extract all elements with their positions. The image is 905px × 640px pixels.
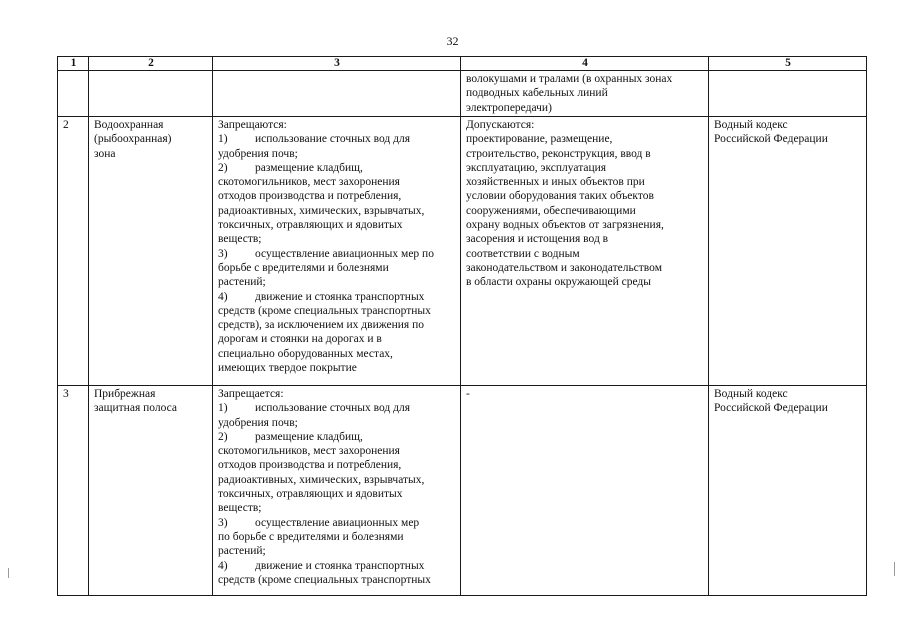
item-text: отходов производства и потребления, [218, 459, 402, 472]
cell-prohibited [213, 386, 461, 596]
item-text: по борьбе с вредителями и болезнями [218, 530, 404, 543]
prohibited-title: Запрещаются: [218, 119, 287, 131]
basis-line: Водный кодекс [714, 388, 788, 400]
item-text: средств), за исключением их движения по [218, 319, 425, 332]
text-line: в области охраны окружающей среды [466, 276, 651, 289]
cell-zone [89, 117, 213, 386]
item-number: 2) [218, 161, 228, 174]
text-line: строительство, реконструкция, ввод в [466, 147, 651, 160]
item-text: борьбе с вредителями и болезнями [218, 261, 389, 274]
list-item [218, 290, 456, 304]
text-line: засорения и истощения вод в [466, 233, 609, 246]
item-text: движение и стоянка транспортных [255, 290, 425, 303]
table-row-continuation [58, 71, 867, 117]
item-text: растений; [218, 276, 266, 289]
text-line: условии оборудования таких объектов [466, 190, 654, 203]
regulations-table [57, 56, 867, 596]
cell-num: 3 [58, 386, 89, 596]
list-item [218, 132, 456, 146]
item-text: специально оборудованных местах, [218, 347, 393, 360]
list-item [218, 559, 456, 573]
item-number: 3) [218, 516, 228, 529]
table-header-row [58, 57, 867, 71]
item-text: средств (кроме специальных транспортных [218, 573, 431, 586]
item-number: 3) [218, 247, 228, 260]
cell-zone [89, 386, 213, 596]
prohibited-title: Запрещается: [218, 388, 284, 400]
cell-basis [709, 386, 867, 596]
list-item [218, 516, 456, 530]
item-text: осуществление авиационных мер [255, 516, 420, 529]
table-row [58, 117, 867, 386]
text-line: хозяйственных и иных объектов при [466, 176, 645, 189]
item-text: удобрения почв; [218, 416, 298, 429]
item-text: использование сточных вод для [255, 133, 410, 146]
scan-edge-mark-right [894, 562, 895, 576]
text-line: электропередачи) [466, 101, 552, 114]
list-item [218, 401, 456, 415]
item-text: токсичных, отравляющих и ядовитых [218, 488, 403, 501]
list-item [218, 430, 456, 444]
cell-basis [709, 117, 867, 386]
basis-line: Российской Федерации [714, 402, 828, 415]
zone-name-line: (рыбоохранная) [94, 133, 172, 146]
text-line: волокушами и тралами (в охранных зонах [466, 73, 673, 85]
item-text: токсичных, отравляющих и ядовитых [218, 219, 403, 232]
list-item [218, 161, 456, 175]
header-cell-2: 2 [89, 57, 213, 71]
item-text: радиоактивных, химических, взрывчатых, [218, 204, 425, 217]
basis-line: Водный кодекс [714, 119, 788, 131]
header-cell-5: 5 [709, 57, 867, 71]
cell-allowed [461, 117, 709, 386]
item-number: 1) [218, 402, 228, 415]
table-row [58, 386, 867, 596]
item-text: движение и стоянка транспортных [255, 559, 425, 572]
cell-prohibited [213, 117, 461, 386]
page-number: 32 [446, 34, 459, 48]
item-text: имеющих твердое покрытие [218, 362, 357, 375]
zone-name-line: Прибрежная [94, 388, 156, 400]
item-text: веществ; [218, 233, 262, 246]
basis-line: Российской Федерации [714, 133, 828, 146]
text-line: проектирование, размещение, [466, 133, 613, 146]
cell-prohibited [213, 71, 461, 117]
zone-name-line: зона [94, 147, 116, 160]
scan-edge-mark-left [8, 568, 9, 578]
cell-num [58, 71, 89, 117]
header-cell-3: 3 [213, 57, 461, 71]
list-item [218, 247, 456, 261]
item-number: 4) [218, 559, 228, 572]
header-cell-4: 4 [461, 57, 709, 71]
item-text: средств (кроме специальных транспортных [218, 304, 431, 317]
text-line: эксплуатацию, эксплуатация [466, 161, 607, 174]
item-text: осуществление авиационных мер по [255, 247, 434, 260]
cell-allowed [461, 386, 709, 596]
item-text: скотомогильников, мест захоронения [218, 176, 400, 189]
allowed-title: Допускаются: [466, 119, 535, 131]
item-text: размещение кладбищ, [255, 161, 363, 174]
item-text: веществ; [218, 502, 262, 515]
header-cell-1: 1 [58, 57, 89, 71]
item-text: отходов производства и потребления, [218, 190, 402, 203]
text-line: - [466, 388, 470, 400]
item-text: размещение кладбищ, [255, 430, 363, 443]
cell-allowed [461, 71, 709, 117]
text-line: законодательством и законодательством [466, 261, 662, 274]
zone-name-line: защитная полоса [94, 402, 177, 415]
cell-basis [709, 71, 867, 117]
text-line: охрану водных объектов от загрязнения, [466, 219, 664, 232]
item-text: радиоактивных, химических, взрывчатых, [218, 473, 425, 486]
text-line: подводных кабельных линий [466, 87, 608, 100]
item-number: 2) [218, 430, 228, 443]
cell-zone [89, 71, 213, 117]
text-line: сооружениями, обеспечивающими [466, 204, 636, 217]
item-number: 4) [218, 290, 228, 303]
item-text: скотомогильников, мест захоронения [218, 445, 400, 458]
item-text: использование сточных вод для [255, 402, 410, 415]
item-text: дорогам и стоянки на дорогах и в [218, 333, 382, 346]
zone-name-line: Водоохранная [94, 119, 164, 131]
text-line: соответствии с водным [466, 247, 580, 260]
item-number: 1) [218, 133, 228, 146]
cell-num: 2 [58, 117, 89, 386]
item-text: удобрения почв; [218, 147, 298, 160]
item-text: растений; [218, 545, 266, 558]
